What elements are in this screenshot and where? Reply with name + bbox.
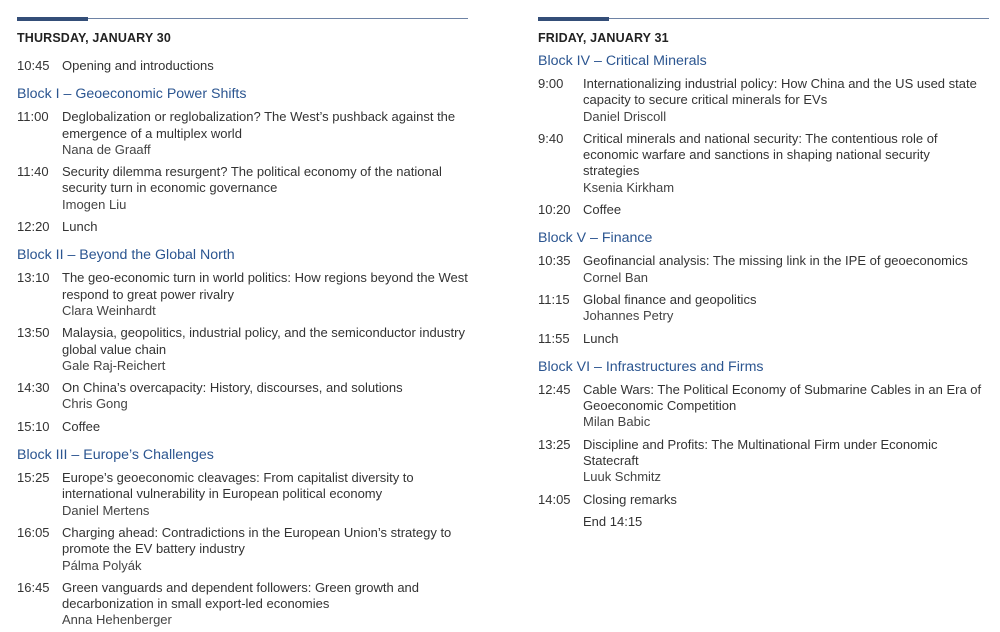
session-speaker: Clara Weinhardt	[62, 302, 156, 318]
session-time: 15:25	[17, 470, 50, 486]
session-time: 11:55	[538, 330, 570, 346]
end-time-note: End 14:15	[583, 513, 643, 529]
day-heading: THURSDAY, JANUARY 30	[17, 31, 171, 45]
session-speaker: Gale Raj-Reichert	[62, 357, 166, 373]
session-title: Coffee	[62, 418, 101, 434]
end-row	[538, 514, 989, 530]
block-heading: Block VI – Infrastructures and Firms	[538, 358, 764, 375]
day-divider	[17, 18, 468, 23]
session-speaker: Milan Babic	[583, 414, 651, 430]
session-title: Critical minerals and national security: The contentious role of economic warfare and sanctions in shaping national security strategies	[583, 130, 938, 179]
session-title: Security dilemma resurgent? The political economy of the national security turn in economic governance	[62, 164, 442, 196]
session-title: Charging ahead: Contradictions in the European Union’s strategy to promote the EV battery industry	[62, 524, 452, 557]
session-speaker: Ksenia Kirkham	[583, 179, 675, 195]
session-row	[17, 164, 468, 213]
session-title: Closing remarks	[583, 491, 677, 507]
session-row	[538, 76, 989, 125]
session-row	[538, 437, 989, 486]
session-time: 13:10	[17, 270, 50, 286]
session-row	[538, 292, 989, 325]
session-row	[17, 109, 468, 158]
session-title: Lunch	[583, 330, 619, 346]
session-title: Coffee	[583, 202, 622, 218]
session-row	[538, 492, 989, 508]
session-title: Green vanguards and dependent followers: Green growth and decarbonization in small export-led economies	[62, 579, 420, 612]
session-row	[538, 131, 989, 196]
session-row	[538, 253, 989, 286]
session-time: 10:45	[17, 58, 50, 73]
session-time: 11:15	[538, 291, 570, 307]
session-title: The geo-economic turn in world politics: How regions beyond the West respond to great power rivalry	[62, 270, 468, 302]
session-row	[17, 380, 468, 413]
session-row	[17, 580, 468, 629]
block-heading: Block II – Beyond the Global North	[17, 247, 235, 264]
session-title: Internationalizing industrial policy: How China and the US used state capacity to secure critical minerals for EVs	[583, 76, 977, 108]
session-time: 15:10	[17, 418, 50, 434]
session-speaker: Johannes Petry	[583, 308, 674, 324]
friday-column	[538, 18, 989, 530]
session-time: 9:40	[538, 130, 564, 146]
session-title: Europe’s geoeconomic cleavages: From capitalist diversity to international vulnerability in European political economy	[62, 470, 414, 502]
session-time: 13:25	[538, 436, 571, 452]
session-title: Malaysia, geopolitics, industrial policy, and the semiconductor industry global value chain	[62, 325, 465, 357]
session-title: Lunch	[62, 219, 98, 235]
session-time: 10:35	[538, 253, 571, 269]
session-speaker: Nana de Graaff	[62, 141, 151, 157]
session-row	[17, 419, 468, 435]
session-row	[538, 202, 989, 218]
session-speaker: Daniel Mertens	[62, 502, 150, 518]
session-title: Deglobalization or reglobalization? The West’s pushback against the emergence of a multiplex world	[62, 109, 456, 141]
session-time: 13:50	[17, 325, 50, 341]
session-row	[17, 58, 468, 74]
session-title: Global finance and geopolitics	[583, 291, 757, 307]
session-time: 11:40	[17, 164, 49, 180]
session-row	[17, 525, 468, 574]
session-time: 10:20	[538, 202, 571, 218]
session-row	[17, 270, 468, 319]
session-speaker: Anna Hehenberger	[62, 612, 172, 628]
block-heading: Block IV – Critical Minerals	[538, 53, 707, 69]
session-speaker: Cornel Ban	[583, 269, 649, 285]
session-title: Discipline and Profits: The Multinational Firm under Economic Statecraft	[583, 436, 938, 469]
session-time: 12:20	[17, 219, 50, 235]
session-time: 9:00	[538, 76, 564, 91]
block-heading: Block I – Geoeconomic Power Shifts	[17, 86, 247, 103]
session-time: 14:30	[17, 380, 50, 396]
session-time: 12:45	[538, 381, 571, 397]
session-time: 16:05	[17, 524, 50, 540]
block-heading: Block III – Europe’s Challenges	[17, 447, 214, 464]
session-speaker: Imogen Liu	[62, 196, 127, 212]
session-speaker: Daniel Driscoll	[583, 108, 667, 124]
block-heading: Block V – Finance	[538, 230, 653, 247]
thursday-column	[17, 18, 468, 629]
session-speaker: Luuk Schmitz	[583, 469, 662, 485]
session-speaker: Chris Gong	[62, 396, 128, 412]
session-time: 16:45	[17, 579, 50, 595]
session-row	[538, 382, 989, 431]
session-row	[17, 219, 468, 235]
day-heading: FRIDAY, JANUARY 31	[538, 31, 669, 45]
session-time: 14:05	[538, 491, 571, 507]
session-title: Cable Wars: The Political Economy of Submarine Cables in an Era of Geoeconomic Competition	[583, 381, 982, 414]
session-time: 11:00	[17, 109, 49, 125]
session-row	[17, 325, 468, 374]
day-divider	[538, 18, 989, 23]
session-title: On China’s overcapacity: History, discourses, and solutions	[62, 380, 403, 396]
session-speaker: Pálma Polyák	[62, 557, 142, 573]
session-row	[538, 331, 989, 347]
session-title: Opening and introductions	[62, 58, 214, 73]
session-title: Geofinancial analysis: The missing link in the IPE of geoeconomics	[583, 253, 968, 269]
session-row	[17, 470, 468, 519]
